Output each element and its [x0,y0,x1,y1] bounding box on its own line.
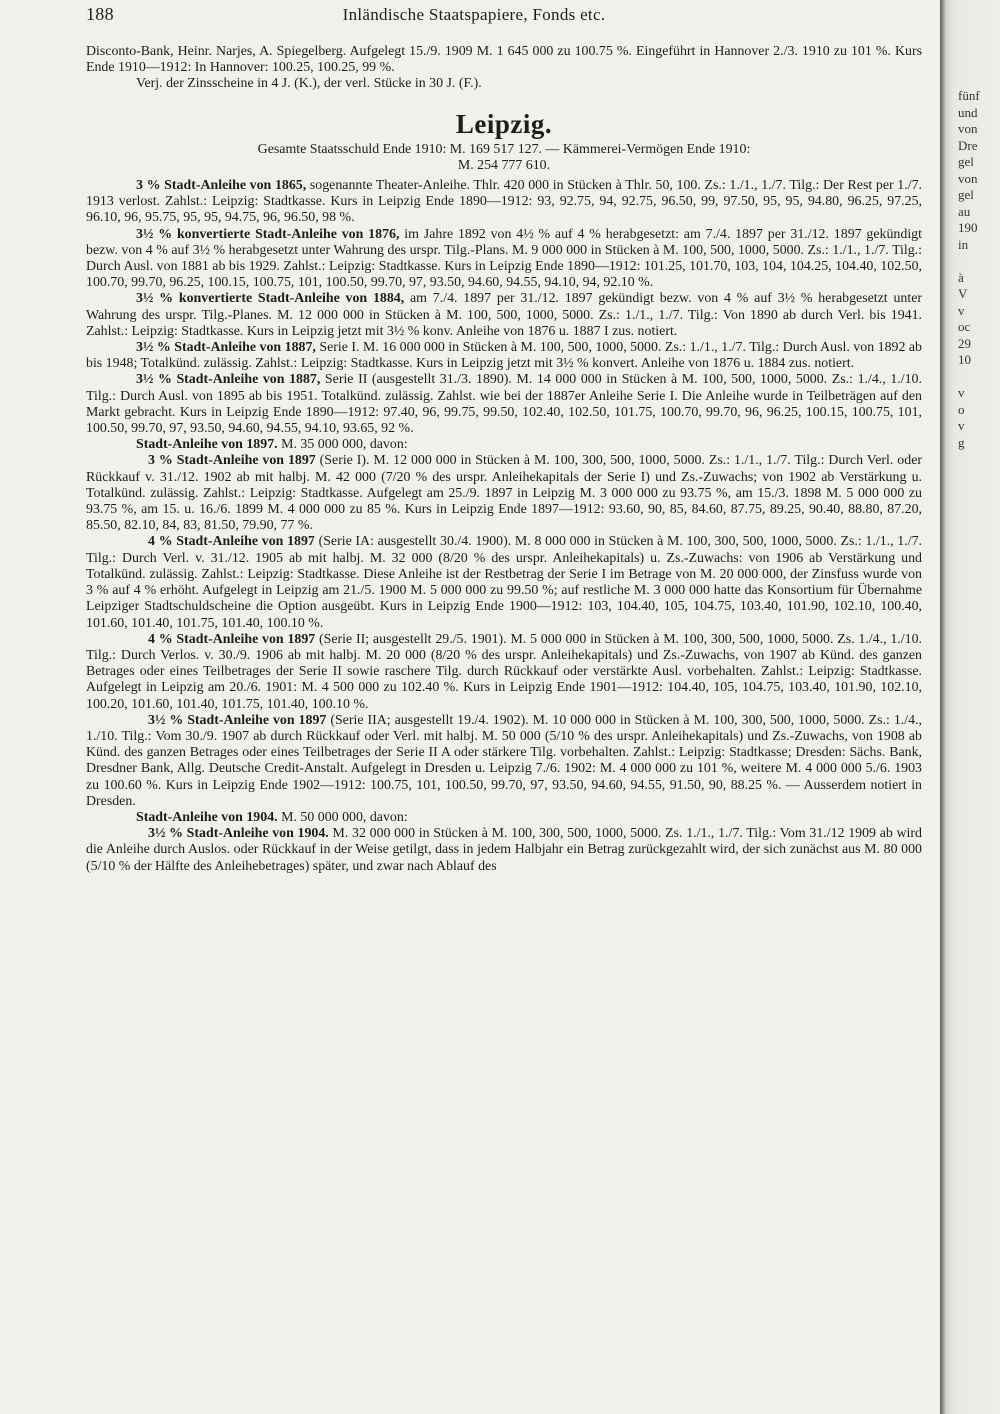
bond-entry [86,291,922,340]
bond-title: 3 % Stadt-Anleihe von 1865, [136,178,307,194]
adjacent-fragment: à [958,269,964,285]
bond-details: im Jahre 1892 von 4½ % auf 4 % herabgesetzt: am 7./4. 1897 per 31./12. 1897 gekündigt bezw. von 4 % auf 3½ % herabgesetzt unter Wahrung des urspr. Tilg.-Plans. M. 9 000 000 in Stücken à M. 100, 500, 1000, 5000. Zs.: 1./1., 1./7. Tilg.: Durch Ausl. von 1881 ab bis 1929. Zahlst.: Leipzig: Stadtkasse. Kurs in Leipzig Ende 1890—1912: 101.25, 101.70, 103, 104, 104.25, 104.40, 102.50, 100.70, 99.70, 96.25, 100.15, 100.75, 101, 100.50, 99.70, 97, 93.50, 94.60, 94.55, 94.10, 94, 92.10 %. [86,226,922,291]
bond-title: 3½ % Stadt-Anleihe von 1904. [148,826,329,842]
adjacent-fragment: Dre [958,137,978,153]
adjacent-fragment: fünf [958,88,980,103]
bond-entry [86,372,922,437]
adjacent-fragment: V [958,286,968,301]
adjacent-page-text [958,88,1000,451]
intro-block [86,44,922,93]
bond-entry [86,826,922,875]
adjacent-fragment [958,369,1000,386]
debt-line: Gesamte Staatsschuld Ende 1910: M. 169 517 127. — Kämmerei-Vermögen Ende 1910: [257,141,751,157]
bond-title: Stadt-Anleihe von 1897. [136,437,278,453]
running-title: Inländische Staatspapiere, Fonds etc. [342,5,606,24]
adjacent-fragment: und [958,104,978,120]
bond-details: am 7./4. 1897 per 31./12. 1897 gekündigt bezw. von 4 % auf 3½ % herabgesetzt unter Wahrung des urspr. Tilg.-Planes. M. 12 000 000 in Stücken à M. 100, 500, 1000, 5000. Zs.: 1./1., 1./7. Tilg.: Von 1890 ab durch Verl. bis 1941. Zahlst.: Leipzig: Stadtkasse. Kurs in Leipzig jetzt mit 3½ % konv. Anleihe von 1876 u. 1887 I zus. notiert. [86,291,922,339]
bond-details: Serie II (ausgestellt 31./3. 1890). M. 14 000 000 in Stücken à M. 100, 500, 1000, 5000. Zs.: 1./4., 1./10. Tilg.: Durch Ausl. von 1895 ab bis 1951. Totalkünd. zulässig. Zahlst. wie bei der 1887er Anleihe Serie I. Die Anleihe wurde in Teilbeträgen auf den Markt gebracht. Kurs in Leipzig Ende 1890—1912: 97.40, 96, 99.75, 99.50, 102.40, 102.50, 101.75, 100.70, 99.70, 96, 96.25, 100.15, 100.75, 101, 100.50, 99.70, 97, 93.50, 94.60, 94.55, 94.10, 93.65, 92 %. [86,372,922,437]
intro-paragraph: Disconto-Bank, Heinr. Narjes, A. Spiegelberg. Aufgelegt 15./9. 1909 M. 1 645 000 zu 100.75 %. Eingeführt in Hannover 2./3. 1910 zu 101 %. Kurs Ende 1910—1912: In Hannover: 100.25, 100.25, 99 %. [86,44,922,76]
bond-title: 4 % Stadt-Anleihe von 1897 [148,534,315,550]
adjacent-fragment: v [958,302,965,318]
bond-entry [86,178,922,227]
adjacent-fragment: 10 [958,352,971,367]
bond-details: sogenannte Theater-Anleihe. Thlr. 420 000 in Stücken à Thlr. 50, 100. Zs.: 1./1., 1./7. Tilg.: Der Rest per 1./7. 1913 verlost. Zahlst.: Leipzig: Stadtkasse. Kurs in Leipzig Ende 1890—1912: 93, 92.75, 94, 92.75, 96.50, 99, 97.50, 95, 95, 94.80, 96.25, 97.25, 96.10, 96, 95.75, 95, 95, 94.75, 96, 96.50, 98 %. [86,178,922,226]
adjacent-fragment: v [958,418,965,433]
bond-entry [86,534,922,631]
bond-details: M. 35 000 000, davon: [277,437,408,453]
bond-details: (Serie II; ausgestellt 29./5. 1901). M. 5 000 000 in Stücken à M. 100, 300, 500, 1000, 5000. Zs. 1./4., 1./10. Tilg.: Durch Verlos. v. 30./9. 1906 ab mit halbj. M. 20 000 (8/20 % des urspr. Anleihekapitals) und Zs.-Zuwachs, von 1907 ab Künd. des ganzen Betrages oder eines Teilbetrages der Serie II sowie raschere Tilg. durch Rückkauf oder verstärkte Ausl. vorbehalten. Zahlst.: Leipzig: Stadtkasse. Aufgelegt in Leipzig am 20./6. 1901: M. 4 500 000 zu 102.40 %. Kurs in Leipzig Ende 1901—1912: 104.40, 105, 104.75, 103.40, 101.90, 102.10, 100.20, 101.60, 101.40, 101.75, 101.40, 100.10 %. [86,631,922,712]
bond-title: Stadt-Anleihe von 1904. [136,809,278,825]
adjacent-fragment: 190 [958,220,978,235]
city-heading: Leipzig. [455,108,553,139]
bond-details: (Serie I). M. 12 000 000 in Stücken à M. 100, 300, 500, 1000, 5000. Zs.: 1./1., 1./7. Tilg.: Durch Verl. oder Rückkauf v. 31./12. 1902 ab mit halbj. M. 42 000 (7/20 % des urspr. Anleihekapitals der Serie I) und Zs.-Zuwachs; von 1902 ab Verstärkung u. Totalkünd. zulässig. Zahlst.: Leipzig: Stadtkasse. Aufgelegt am 25./9. 1897 in Leipzig M. 3 000 000 zu 93.75 %, am 15./3. 1898 M. 5 000 000 zu 93.75 %, am 15. u. 16./6. 1899 M. 4 000 000 zu 85 %. Kurs in Leipzig Ende 1897—1912: 93.60, 90, 85, 84.60, 87.75, 89.25, 90.40, 88.80, 87.20, 85.50, 82.10, 84, 83, 81.50, 79.90, 77 %. [86,453,922,534]
bond-entries [86,178,922,875]
bond-entry [86,437,922,453]
adjacent-fragment: au [958,203,971,219]
adjacent-fragment: g [958,434,965,450]
bond-title: 3½ % konvertierte Stadt-Anleihe von 1876, [136,226,400,242]
bond-details: Serie I. M. 16 000 000 in Stücken à M. 100, 500, 1000, 5000. Zs.: 1./1., 1./7. Tilg.: Durch Ausl. von 1892 ab bis 1948; Totalkünd. zulässig. Zahlst.: Leipzig: Stadtkasse. Kurs in Leipzig jetzt mit 3½ % konvert. Anleihe von 1876 u. 1884 zus. notiert. [86,340,923,372]
bond-title: 3½ % Stadt-Anleihe von 1887, [136,340,316,356]
adjacent-fragment: o [958,401,965,417]
bond-title: 4 % Stadt-Anleihe von 1897 [148,631,316,647]
page-column [86,4,922,875]
bond-entry [86,713,922,810]
adjacent-fragment: von [958,170,978,186]
adjacent-page-edge [940,0,1000,1414]
bond-entry [86,453,922,534]
page-header [86,4,922,34]
adjacent-fragment: oc [958,319,971,334]
adjacent-fragment: v [958,385,965,400]
bond-details: M. 50 000 000, davon: [277,809,408,825]
adjacent-fragment: gel [958,154,974,169]
debt-line-2: M. 254 777 610. [457,157,551,173]
intro-verjaehrung: Verj. der Zinsscheine in 4 J. (K.), der verl. Stücke in 30 J. (F.). [136,76,482,92]
adjacent-fragment: in [958,236,969,252]
adjacent-fragment: 29 [958,335,971,351]
bond-entry [86,810,922,826]
bond-entry [86,227,922,292]
page-number: 188 [86,4,114,24]
bond-title: 3½ % Stadt-Anleihe von 1887, [136,372,321,388]
adjacent-fragment: gel [958,187,974,202]
adjacent-fragment [958,253,1000,270]
bond-title: 3½ % Stadt-Anleihe von 1897 [148,712,327,728]
bond-title: 3½ % konvertierte Stadt-Anleihe von 1884, [136,291,405,307]
adjacent-fragment: von [958,121,978,136]
city-debt-summary [86,142,922,174]
bond-title: 3 % Stadt-Anleihe von 1897 [148,453,316,469]
bond-details: M. 32 000 000 in Stücken à M. 100, 300, 500, 1000, 5000. Zs. 1./1., 1./7. Tilg.: Vom 31./12 1909 ab wird die Anleihe durch Auslos. oder Rückkauf in der Weise getilgt, dass in jedem Halbjahr ein Betrag zurückgezahlt wird, der sich zunächst aus M. 80 000 (5/10 % der Hälfte des Anleihebetrages) später, und zwar nach Ablauf des [86,826,922,874]
bond-details: (Serie IA: ausgestellt 30./4. 1900). M. 8 000 000 in Stücken à M. 100, 300, 500, 1000, 5000. Zs.: 1./1., 1./7. Tilg.: Durch Verl. v. 31./12. 1905 ab mit halbj. M. 32 000 (8/20 % des urspr. Anleihekapitals) u. Zs.-Zuwachs: von 1906 ab Verstärkung und Totalkünd. zulässig. Zahlst.: Leipzig: Stadtkasse. Diese Anleihe ist der Restbetrag der Serie I im Betrage von M. 20 000 000, der Zinsfuss wurde von 3 % auf 4 % erhöht. Aufgelegt in Leipzig am 21./5. 1900 M. 5 000 000 zu 99.50 %; auf restliche M. 3 000 000 hatte das Konsortium für Übernahme Leipziger Stadtschuldscheine die Option ausgeübt. Kurs in Leipzig Ende 1900—1912: 103, 104.40, 105, 104.75, 103.40, 101.90, 102.10, 100.40, 101.60, 101.40, 101.75, 101.40, 100.10 %. [86,534,922,631]
bond-entry [86,632,922,713]
bond-details: (Serie IIA; ausgestellt 19./4. 1902). M. 10 000 000 in Stücken à M. 100, 300, 500, 1000, 5000. Zs.: 1./4., 1./10. Tilg.: Vom 30./9. 1907 ab durch Rückkauf oder Verl. mit halbj. M. 50 000 (5/10 % des urspr. Anleihekapitals) und Zs.-Zuwachs, von 1908 ab Künd. des ganzen Betrages oder eines Teilbetrages der Serie II A oder stärkere Tilg. vorbehalten. Zahlst.: Leipzig: Stadtkasse; Dresden: Sächs. Bank, Dresdner Bank, Allg. Deutsche Credit-Anstalt. Aufgelegt in Dresden u. Leipzig 7./6. 1902: M. 4 000 000 zu 101 %, weitere M. 4 000 000 5./6. 1903 zu 100.60 %. Kurs in Leipzig Ende 1902—1912: 100.75, 101, 100.50, 99.70, 97, 93.50, 94.60, 94.55, 91.50, 90, 88.25 %. — Ausserdem notiert in Dresden. [86,712,922,809]
bond-entry [86,340,922,372]
